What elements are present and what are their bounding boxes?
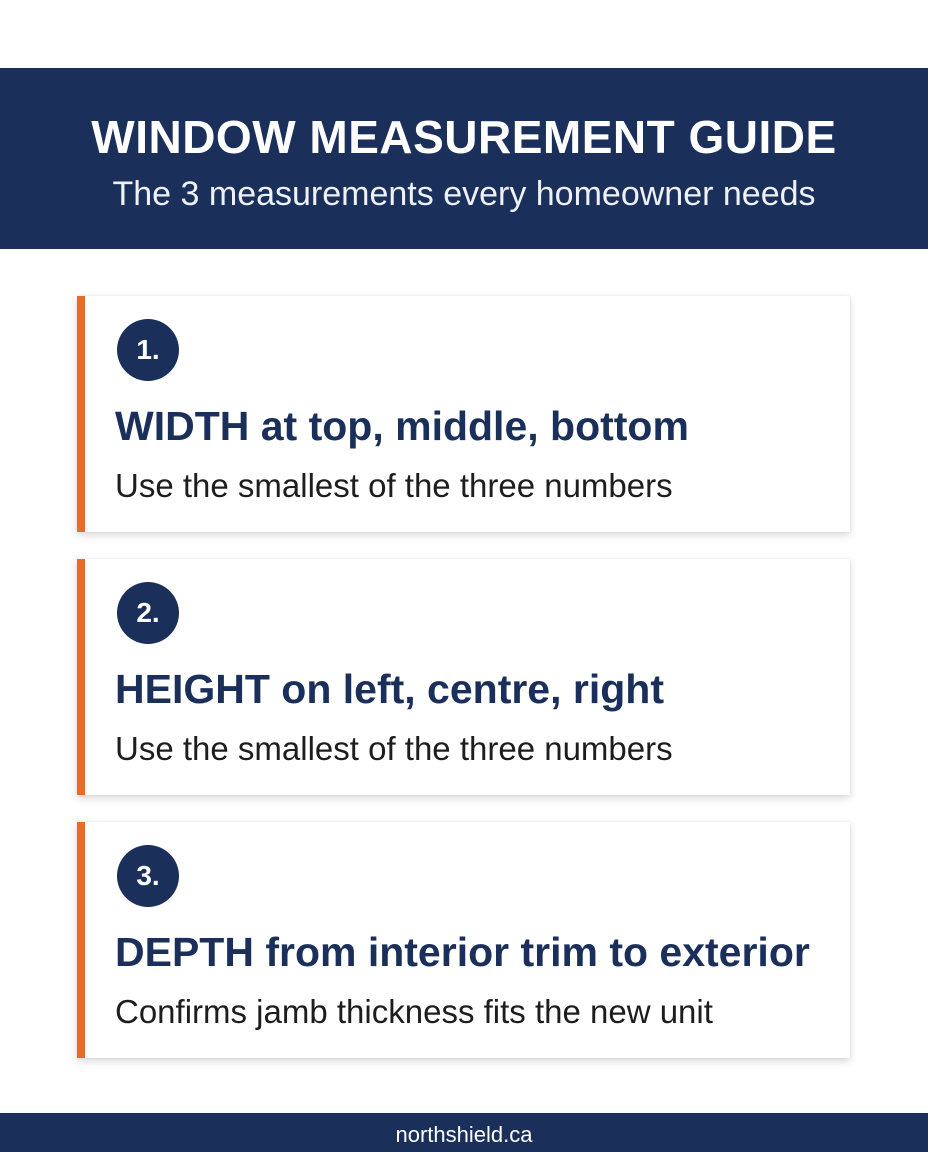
step-number-badge: 3. xyxy=(117,845,179,907)
step-number-badge: 1. xyxy=(117,319,179,381)
step-title: DEPTH from interior trim to exterior xyxy=(115,929,810,975)
website-link[interactable]: northshield.ca xyxy=(395,1122,533,1147)
header-banner xyxy=(0,68,928,249)
footer-bar xyxy=(0,1113,928,1152)
page-title: WINDOW MEASUREMENT GUIDE xyxy=(91,111,837,163)
step-number-badge: 2. xyxy=(117,582,179,644)
step-description: Use the smallest of the three numbers xyxy=(115,467,673,504)
step-title: HEIGHT on left, centre, right xyxy=(115,666,664,712)
step-card-height xyxy=(77,559,850,795)
step-title: WIDTH at top, middle, bottom xyxy=(115,403,689,449)
step-card-depth xyxy=(77,822,850,1058)
step-description: Confirms jamb thickness fits the new unit xyxy=(115,993,713,1030)
page-subtitle: The 3 measurements every homeowner needs xyxy=(112,175,816,213)
step-card-width xyxy=(77,296,850,532)
step-description: Use the smallest of the three numbers xyxy=(115,730,673,767)
